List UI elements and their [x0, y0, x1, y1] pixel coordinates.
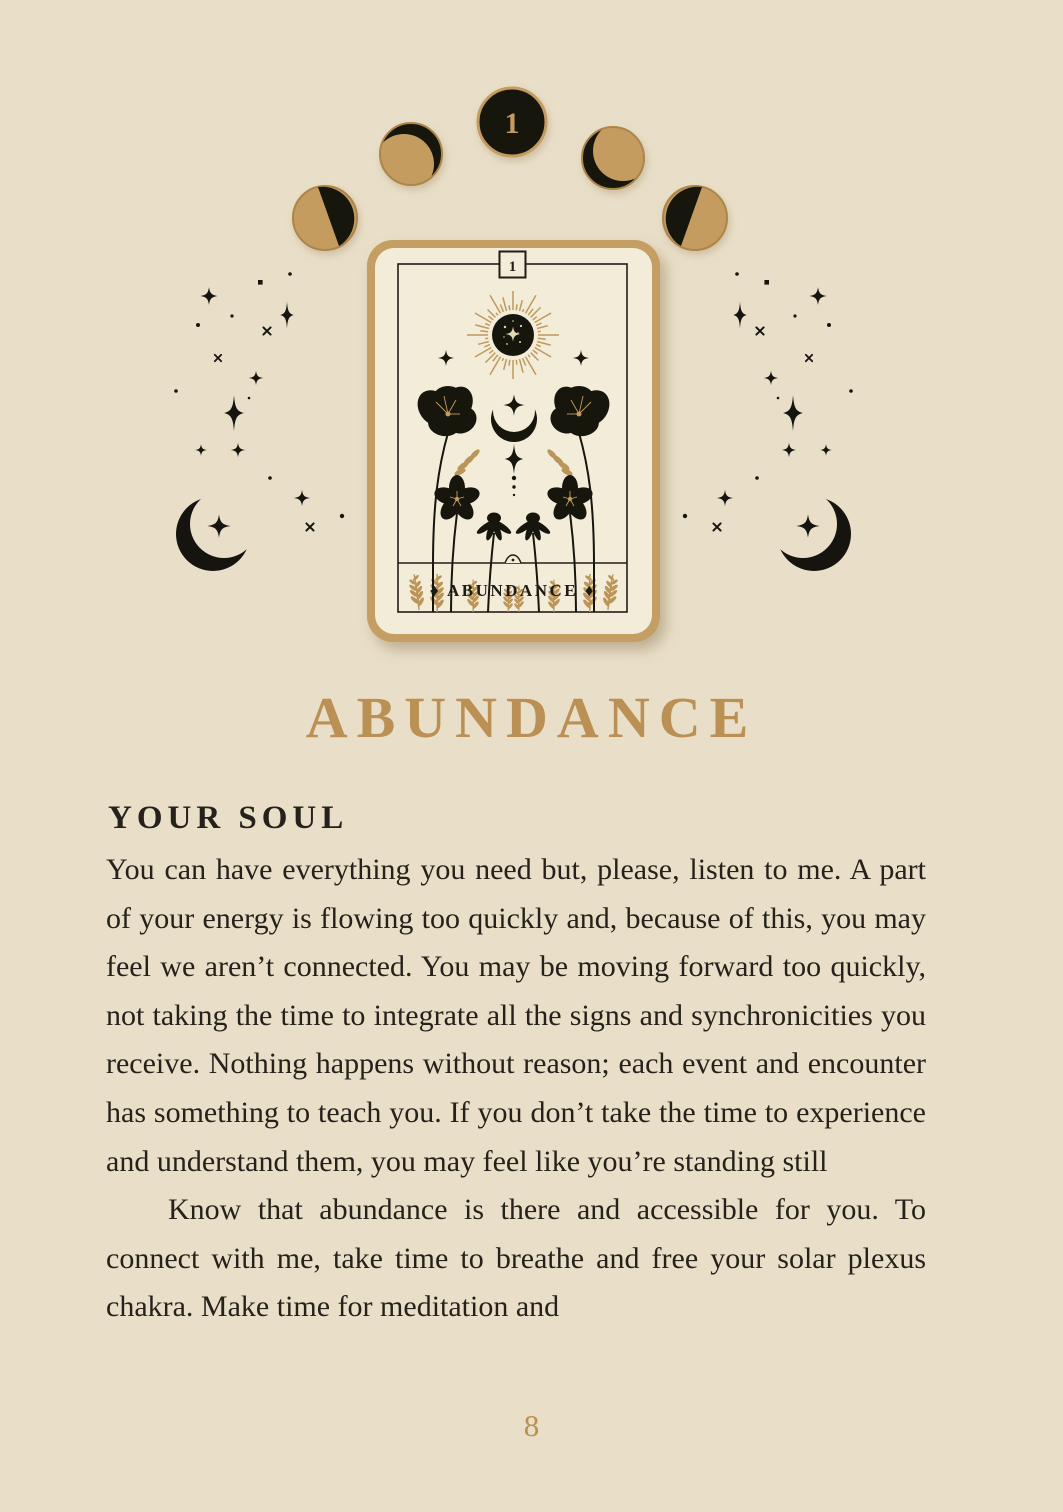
moon-phase-crescent-left-icon	[374, 123, 442, 194]
moon-phase-last-quarter-right-icon	[663, 186, 727, 250]
body-paragraph-1: You can have everything you need but, please, listen to me. A part of your energy is flowing too quickly and, because of this, you may feel we aren’t connected. You may be moving forward too quickly, not taking the time to integrate all the signs and synchronicities you receive. Nothing happens without reason; each event and encounter has something to teach you. If you don’t take the time to experience and understand them, you may feel like you’re standing still	[106, 853, 926, 1178]
left-stars-decoration	[174, 272, 344, 571]
body-text	[106, 846, 926, 1332]
card-title-label: ♦ ABUNDANCE ♦	[429, 581, 597, 600]
chapter-number-badge	[478, 88, 546, 156]
header-illustration	[0, 0, 1063, 665]
page-title: ABUNDANCE	[305, 685, 758, 750]
right-stars-decoration	[683, 272, 853, 571]
page-number: 8	[523, 1408, 540, 1443]
moon-phase-arc	[293, 88, 727, 250]
moon-phase-crescent-right-icon	[582, 121, 653, 189]
body-paragraph-2: Know that abundance is there and accessible for you. To connect with me, take time to breathe and free your solar plexus chakra. Make time for meditation and	[106, 1193, 926, 1324]
crescent-icon	[491, 390, 537, 442]
tarot-card	[367, 240, 660, 642]
chapter-number: 1	[504, 107, 520, 140]
card-number: 1	[508, 259, 517, 275]
card-number-box	[500, 252, 526, 278]
section-heading: YOUR SOUL	[108, 800, 349, 836]
moon-phase-last-quarter-left-icon	[293, 186, 357, 250]
